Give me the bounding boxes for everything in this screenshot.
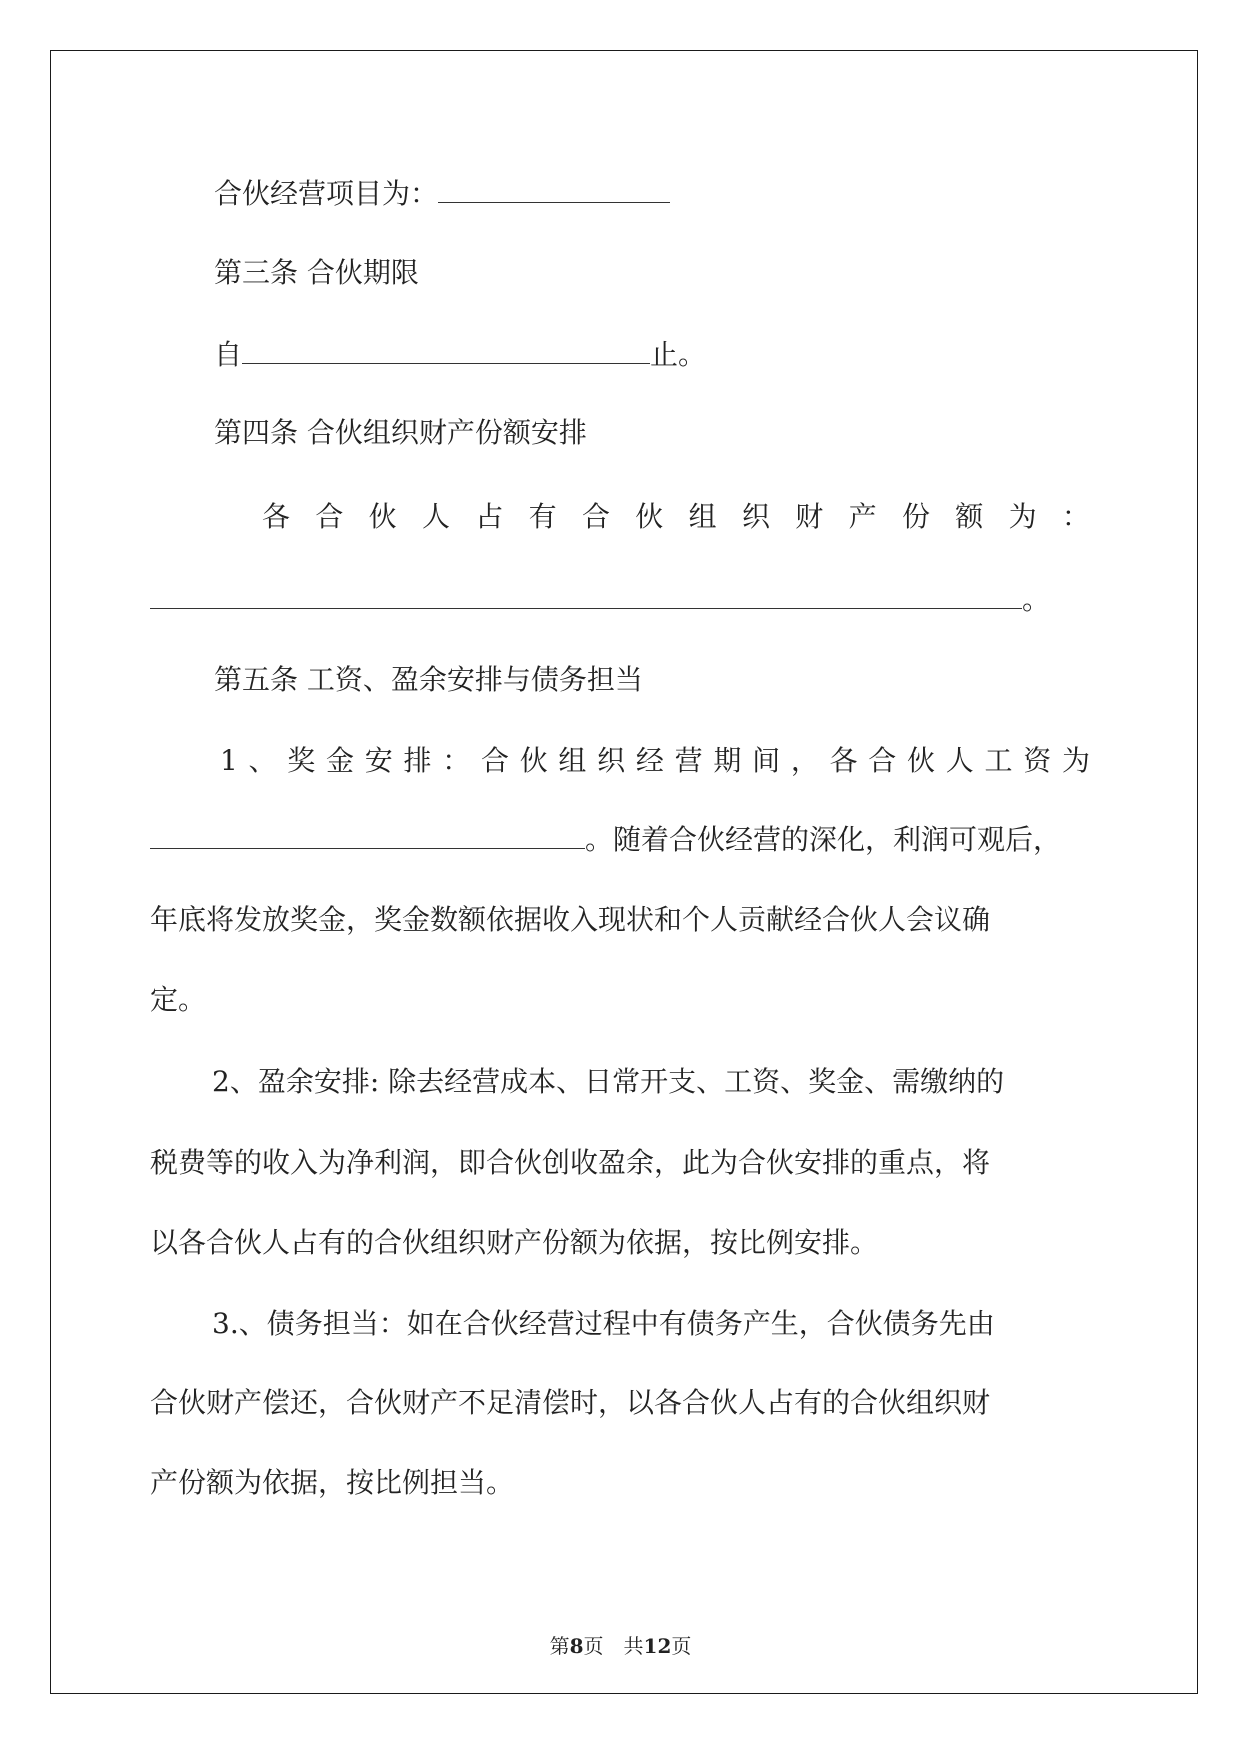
shares-spread-char: 合	[581, 500, 610, 533]
article-3-heading: 第三条 合伙期限	[214, 256, 419, 289]
p1-spread-char: 排	[403, 744, 432, 777]
p1-spread-char: 组	[558, 744, 587, 777]
footer-page-number: 8	[569, 1634, 584, 1658]
p1-spread-char: 资	[1023, 744, 1052, 777]
project-line	[214, 174, 670, 214]
shares-spread-char: 各	[262, 500, 291, 533]
shares-spread-char: 有	[528, 500, 557, 533]
p1-spread-char: 间	[752, 744, 781, 777]
p1-line-3: 年底将发放奖金，奖金数额依据收入现状和个人贡献经合伙人会议确	[150, 903, 991, 936]
p1-spread-line	[220, 741, 1090, 781]
p1-spread-char: 安	[364, 744, 393, 777]
p1-spread-char: 奖	[287, 744, 316, 777]
p1-spread-char: ，	[790, 744, 819, 777]
page-border	[50, 50, 1198, 1694]
p1-line-4: 定。	[150, 983, 207, 1016]
shares-spread-char: 合	[315, 500, 344, 533]
p2-line-3: 以各合伙人占有的合伙组织财产份额为依据，按比例安排。	[150, 1226, 879, 1259]
shares-blank[interactable]	[150, 586, 1022, 609]
p1-spread-char: 经	[635, 744, 664, 777]
footer-mid: 页 共	[583, 1634, 644, 1658]
p1-spread-char: 金	[326, 744, 355, 777]
p1-spread-char: 1	[220, 744, 238, 777]
shares-end: 。	[1022, 583, 1051, 616]
p1-line-2	[150, 820, 1061, 860]
article-5-heading: 第五条 工资、盈余安排与债务担当	[214, 663, 643, 696]
shares-spread-line	[262, 497, 1090, 537]
p1-spread-char: 合	[868, 744, 897, 777]
p3-line-1: 3.、债务担当：如在合伙经营过程中有债务产生，合伙债务先由	[212, 1307, 995, 1340]
p1-spread-char: 工	[984, 744, 1013, 777]
period-suffix: 止。	[650, 338, 707, 371]
p3-line-2: 合伙财产偿还，合伙财产不足清偿时，以各合伙人占有的合伙组织财	[150, 1386, 991, 1419]
p1-spread-char: 伙	[519, 744, 548, 777]
shares-spread-char: 占	[475, 500, 504, 533]
shares-spread-char: 人	[421, 500, 450, 533]
shares-spread-char: 伙	[368, 500, 397, 533]
shares-spread-char: 织	[741, 500, 770, 533]
p1-spread-char: 伙	[907, 744, 936, 777]
p1-spread-char: 期	[713, 744, 742, 777]
p1-spread-char: 为	[1061, 744, 1090, 777]
page-footer	[0, 1630, 1241, 1659]
shares-spread-char: 伙	[635, 500, 664, 533]
footer-prefix: 第	[549, 1634, 570, 1658]
shares-spread-char: 财	[795, 500, 824, 533]
p1-spread-char: 织	[597, 744, 626, 777]
p1-spread-char: ：	[442, 744, 471, 777]
p1-line-2-rest: 。随着合伙经营的深化，利润可观后，	[585, 823, 1062, 856]
p1-spread-char: 、	[248, 744, 277, 777]
p2-line-2: 税费等的收入为净利润，即合伙创收盈余，此为合伙安排的重点，将	[150, 1146, 991, 1179]
salary-blank[interactable]	[150, 826, 585, 849]
p1-spread-char: 营	[674, 744, 703, 777]
footer-page-total: 12	[643, 1634, 672, 1658]
project-blank[interactable]	[438, 180, 670, 203]
shares-spread-char: 份	[901, 500, 930, 533]
p1-spread-char: 合	[480, 744, 509, 777]
footer-suffix: 页	[671, 1634, 692, 1658]
p1-spread-char: 人	[945, 744, 974, 777]
period-prefix: 自	[214, 338, 243, 371]
p1-spread-char: 各	[829, 744, 858, 777]
shares-spread-char: 产	[848, 500, 877, 533]
shares-fill-line	[150, 580, 1050, 620]
shares-spread-char: 额	[955, 500, 984, 533]
project-label: 合伙经营项目为：	[214, 177, 439, 210]
article-4-heading: 第四条 合伙组织财产份额安排	[214, 416, 587, 449]
shares-spread-char: 为	[1008, 500, 1037, 533]
p2-line-1: 2、盈余安排: 除去经营成本、日常开支、工资、奖金、需缴纳的	[212, 1065, 1005, 1098]
shares-spread-char: 组	[688, 500, 717, 533]
period-blank[interactable]	[242, 341, 650, 364]
shares-spread-char: ：	[1061, 500, 1090, 533]
period-line	[214, 335, 706, 375]
p3-line-3: 产份额为依据，按比例担当。	[150, 1466, 515, 1499]
